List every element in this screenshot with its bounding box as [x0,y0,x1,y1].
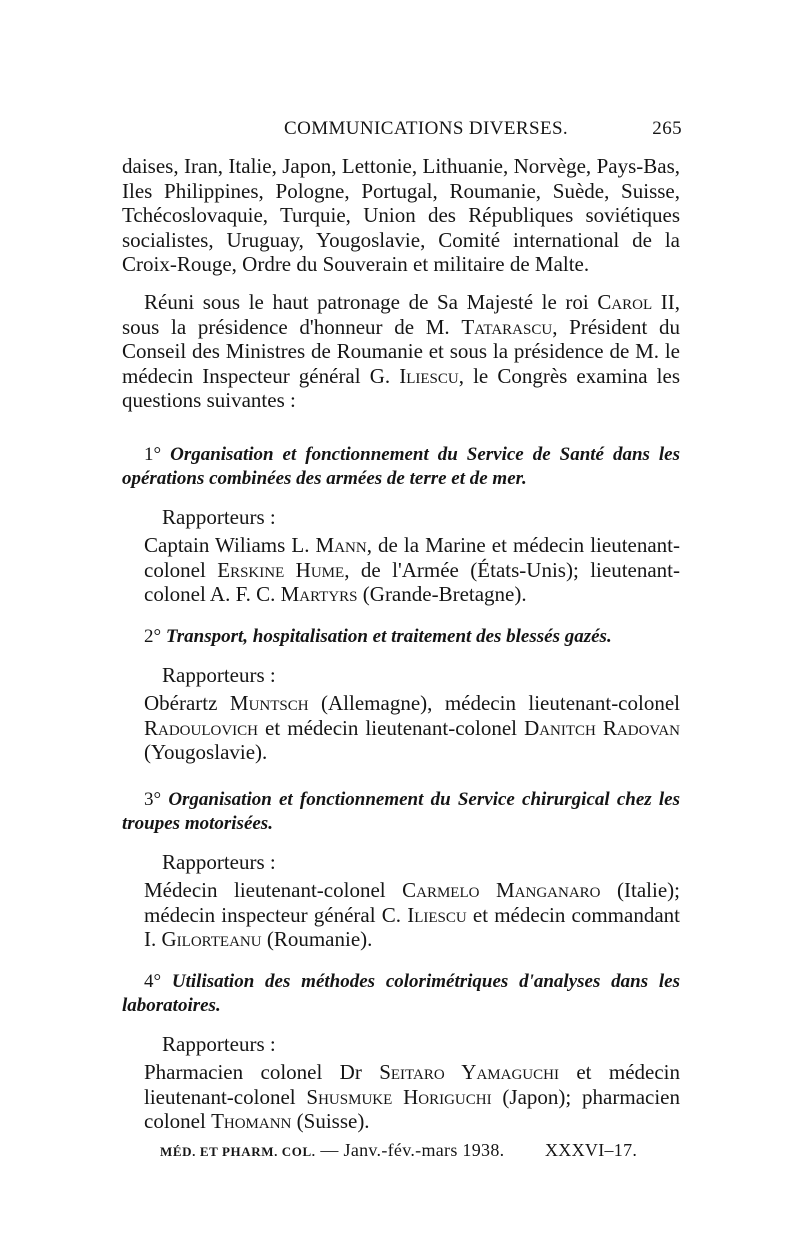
item-title [122,443,680,491]
person-name: Shusmuke Horiguchi [306,1084,492,1109]
running-header [122,118,682,144]
rapporteurs-segment: (Roumanie). [261,927,373,951]
patronage-text: , Président du Conseil des Ministres de Roumanie et sous la présidence de M. le médecin Inspecteur général G. [122,314,681,388]
item-title-text: Organisation et fonctionnement du Service chirurgical chez les troupes motorisées. [122,789,680,834]
rapporteurs-text [122,533,680,607]
item-number: 2° [144,626,162,647]
president-name: Iliescu [399,363,459,388]
patronage-text: , le Congrès examina les questions suivantes : [122,363,680,412]
footer-dash: — [315,1140,344,1160]
rapporteurs-segment: Obérartz [144,691,230,715]
question-item-2 [122,625,680,765]
patronage-text: Réuni sous le haut patronage de Sa Majesté le roi [144,290,598,314]
question-item-4 [122,970,680,1134]
rapporteurs-text [122,878,680,952]
rapporteurs-segment: Médecin lieutenant-colonel [144,878,403,902]
item-title-text: Transport, hospitalisation et traitement des blessés gazés. [165,626,612,647]
person-name: Carmelo Manganaro [402,878,601,902]
person-name: Martyrs [280,582,358,606]
item-title-text: Utilisation des méthodes colorimétriques d'analyses dans les laboratoires. [122,971,681,1016]
rapporteurs-text [122,691,680,765]
person-name: Mann [315,533,367,557]
person-name: Iliescu [407,902,467,927]
running-title: COMMUNICATIONS DIVERSES. [284,118,569,139]
person-name: Seitaro Yamaguchi [379,1060,559,1084]
person-name: Danitch Radovan [524,715,680,740]
item-number: 1° [144,444,162,465]
item-number: 4° [144,971,162,992]
rapporteurs-segment: (Allemagne), médecin lieutenant-colonel [308,691,680,715]
item-number: 3° [144,789,162,810]
rapporteurs-label: Rapporteurs : [162,505,276,529]
rapporteurs-segment: (Japon); pharmacien colonel [144,1084,680,1133]
rapporteurs-label: Rapporteurs : [162,663,276,687]
rapporteurs-text [122,1060,680,1134]
item-title-text: Organisation et fonctionnement du Service de Santé dans les opérations combinées des armées de terre et de mer. [122,444,680,489]
king-name: Carol [597,290,653,314]
rapporteurs-segment: et médecin lieutenant-colonel [258,715,525,740]
rapporteurs-segment: Pharmacien colonel Dr [144,1060,380,1084]
rapporteurs-segment: , de l'Armée (États-Unis); lieutenant-colonel A. F. C. [144,557,681,606]
rapporteurs-label: Rapporteurs : [162,1032,276,1056]
person-name: Thomann [211,1109,292,1133]
person-name: Muntsch [229,691,309,715]
signature-mark: XXXVI–17. [545,1140,638,1160]
item-title [122,970,680,1018]
person-name: Radoulovich [144,715,258,740]
person-name: Erskine Hume [217,557,345,582]
page-footer [160,1140,660,1161]
intro-paragraph: daises, Iran, Italie, Japon, Lettonie, Lithuanie, Norvège, Pays-Bas, Iles Philippines, Pologne, Portugal, Roumanie, Suède, Suisse, Tchécoslovaquie, Turquie, Union des Républiques soviétiques socialistes, Uruguay, Yougoslavie, Comité international de la Croix-Rouge, Ordre du Souverain et militaire de Malte. [122,154,680,276]
rapporteurs-segment: (Yougoslavie). [144,740,268,764]
rapporteurs-segment: (Grande-Bretagne). [357,582,527,606]
honorary-president-name: Tatarascu [461,314,553,339]
patronage-text: II, sous la présidence d'honneur de M. [122,290,680,339]
rapporteurs-segment: et médecin commandant I. [144,902,680,951]
rapporteurs-segment: Captain Wiliams L. [144,533,316,557]
item-title [122,788,680,836]
item-title [122,625,680,649]
rapporteurs-segment: , de la Marine et médecin lieutenant-colonel [144,533,680,582]
page-number: 265 [652,118,682,139]
journal-abbreviation: MÉD. ET PHARM. COL. [160,1144,316,1159]
rapporteurs-segment: et médecin lieutenant-colonel [144,1060,680,1109]
rapporteurs-label: Rapporteurs : [162,850,276,874]
issue-date: Janv.-fév.-mars 1938. [343,1140,505,1160]
patronage-paragraph [122,290,680,413]
rapporteurs-segment: (Italie); médecin inspecteur général C. [144,878,680,927]
question-item-3 [122,788,680,952]
question-item-1 [122,443,680,607]
person-name: Gilorteanu [161,927,262,951]
rapporteurs-segment: (Suisse). [291,1109,370,1133]
